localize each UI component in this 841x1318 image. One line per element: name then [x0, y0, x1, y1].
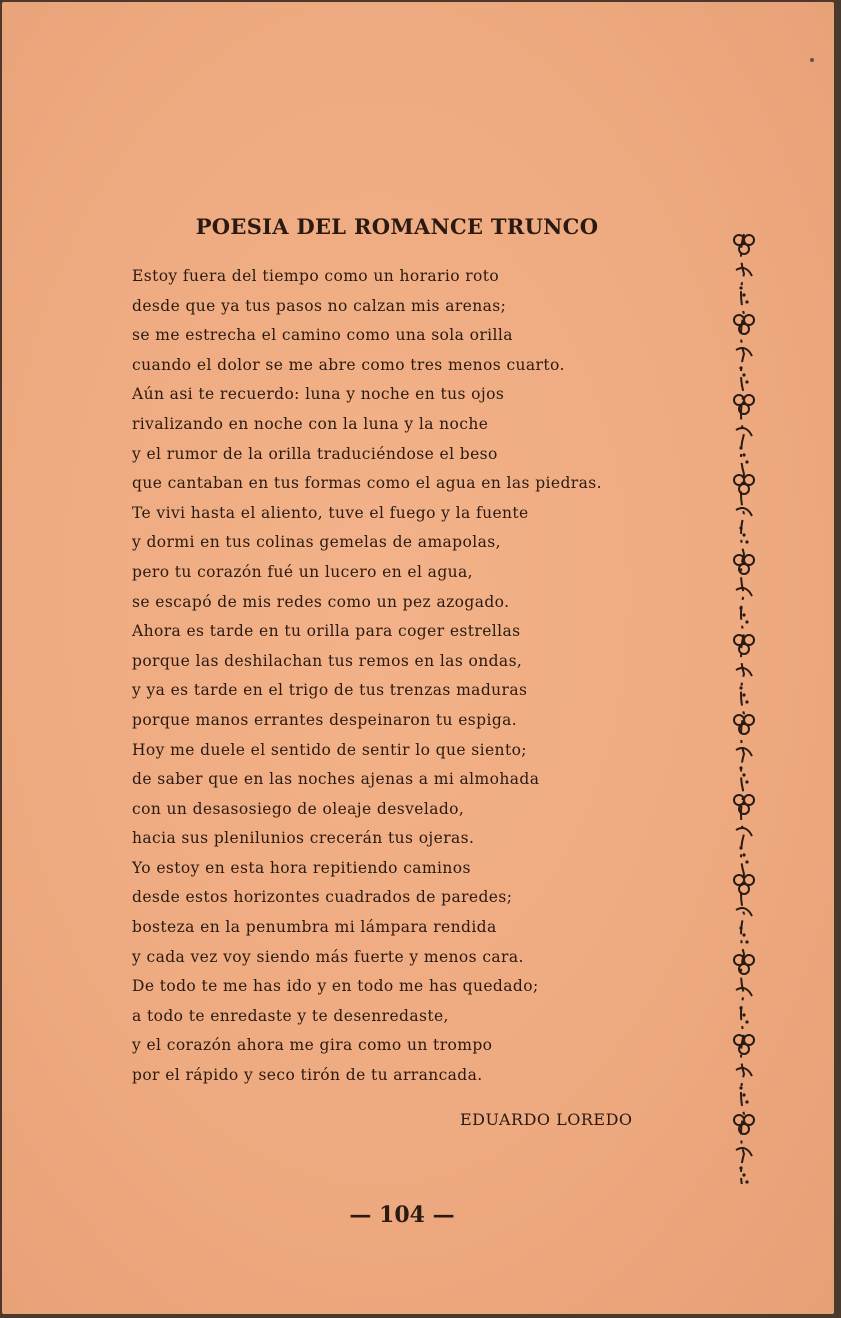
flower-icon: [734, 555, 754, 624]
poem-line: Estoy fuera del tiempo como un horario roto: [132, 267, 500, 285]
flower-icon: [734, 1035, 754, 1104]
flower-icon: [734, 635, 754, 704]
poem-line: por el rápido y seco tirón de tu arrancada.: [132, 1066, 483, 1085]
poem-line: De todo te me has ido y en todo me has quedado;: [132, 977, 539, 996]
flower-icon: [734, 1115, 754, 1184]
poem-line: rivalizando en noche con la luna y la noche: [132, 414, 489, 433]
poem-line: bosteza en la penumbra mi lámpara rendida: [132, 918, 497, 937]
page-number: — 104 —: [349, 1202, 455, 1228]
poem-line: cuando el dolor se me abre como tres menos cuarto.: [132, 355, 565, 374]
poem-body: [132, 262, 672, 1091]
flower-icon: [734, 875, 754, 944]
poem-line: a todo te enredaste y te desenredaste,: [132, 1006, 449, 1025]
flower-icon: [734, 315, 754, 384]
poem-line: con un desasosiego de oleaje desvelado,: [132, 799, 465, 818]
poem-line: Hoy me duele el sentido de sentir lo que siento;: [132, 740, 527, 759]
poem-line: porque las deshilachan tus remos en las ondas,: [132, 651, 523, 670]
poem-line: desde que ya tus pasos no calzan mis arenas;: [132, 296, 507, 315]
poem-title: POESIA DEL ROMANCE TRUNCO: [195, 214, 599, 239]
flower-icon: [734, 235, 754, 304]
flower-icon: [734, 475, 754, 544]
poem-line: Ahora es tarde en tu orilla para coger estrellas: [132, 622, 521, 641]
poem-line: Te vivi hasta el aliento, tuve el fuego y la fuente: [132, 503, 529, 522]
poem-line: que cantaban en tus formas como el agua en las piedras.: [132, 474, 602, 493]
floral-vine-border-icon: [714, 224, 774, 1184]
flower-icon: [734, 955, 754, 1024]
poem-line: Aún asi te recuerdo: luna y noche en tus ojos: [132, 385, 505, 404]
poem-line: y cada vez voy siendo más fuerte y menos cara.: [132, 947, 524, 966]
flower-icon: [734, 715, 754, 784]
book-page: [2, 2, 834, 1314]
page-speck: [810, 58, 814, 62]
poem-line: y ya es tarde en el trigo de tus trenzas maduras: [132, 681, 528, 700]
poem-line: hacia sus plenilunios crecerán tus ojeras.: [132, 829, 475, 848]
poem-line: y el rumor de la orilla traduciéndose el beso: [132, 444, 498, 463]
poem-line: porque manos errantes despeinaron tu espiga.: [132, 710, 518, 729]
poem-line: desde estos horizontes cuadrados de paredes;: [132, 888, 513, 907]
poem-line: se me estrecha el camino como una sola orilla: [132, 326, 513, 345]
poem-line: se escapó de mis redes como un pez azogado.: [132, 592, 510, 611]
flower-icon: [734, 395, 754, 464]
poem-author: EDUARDO LOREDO: [460, 1110, 633, 1129]
poem-line: Yo estoy en esta hora repitiendo caminos: [132, 858, 471, 877]
flower-icon: [734, 795, 754, 864]
poem-line: y dormi en tus colinas gemelas de amapolas,: [132, 533, 501, 552]
poem-line: pero tu corazón fué un lucero en el agua,: [132, 562, 473, 581]
poem-line: y el corazón ahora me gira como un trompo: [132, 1036, 493, 1055]
poem-line: de saber que en las noches ajenas a mi almohada: [132, 770, 540, 789]
